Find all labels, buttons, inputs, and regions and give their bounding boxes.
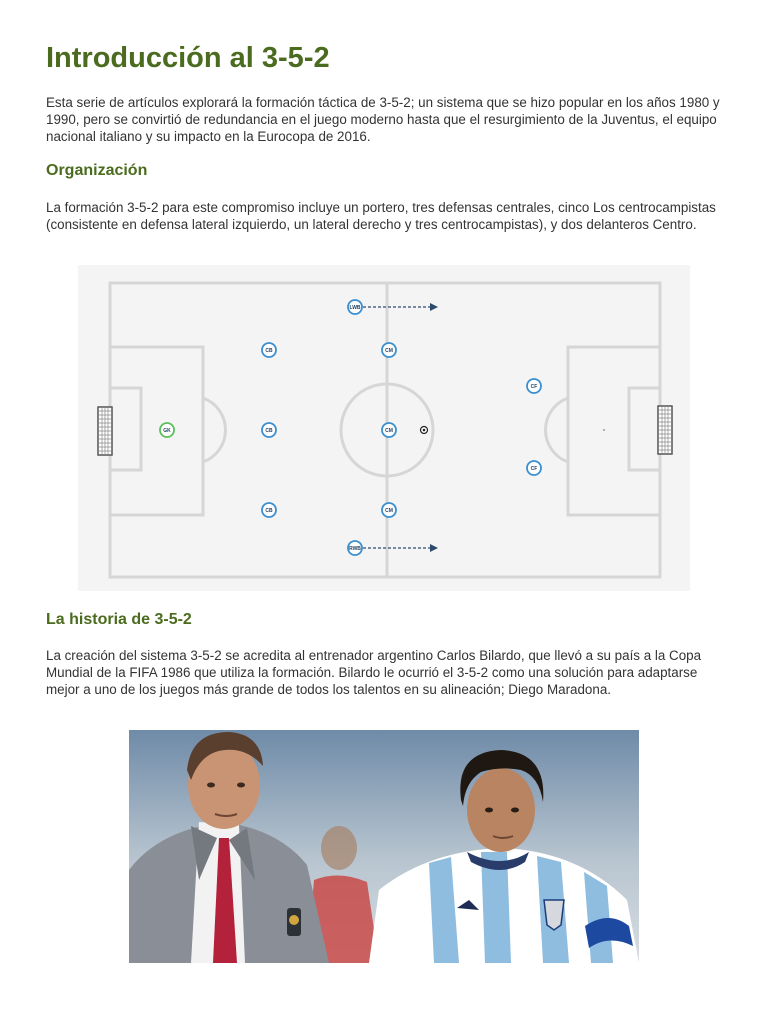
player-label: RWB (349, 545, 361, 552)
player-label: CB (265, 427, 273, 434)
right-penalty-box (568, 347, 660, 515)
intro-paragraph: Esta serie de artículos explorará la formación táctica de 3-5-2; un sistema que se hizo popular en los años 1980 y 1990, pero se convirtió de redundancia en el juego moderno hasta que el resurgimiento de la Juventus, el equipo nacional italiano y su impacto en la Eurocopa de 2016. (46, 95, 720, 144)
player-marker-cf-10 (527, 461, 541, 475)
player-label: GK (163, 427, 171, 434)
page-title: Introducción al 3-5-2 (46, 42, 330, 74)
player-label: CM (385, 427, 393, 434)
player-marker-cm-4 (382, 343, 396, 357)
player-label: CF (530, 465, 538, 472)
left-penalty-box (110, 347, 203, 515)
penalty-spot (603, 429, 605, 431)
historia-paragraph: La creación del sistema 3-5-2 se acredita al entrenador argentino Carlos Bilardo, que llevó a su país a la Copa Mundial de la FIFA 1986 que utiliza la formación. Bilardo le ocurrió el 3-5-2 como una solución para adaptarse mejor a uno de los juegos más grande de todos los talentos en su alineación; Diego Maradona. (46, 648, 702, 697)
player-label: CM (385, 507, 393, 514)
right-goal (658, 406, 672, 454)
player-label: CB (265, 347, 273, 354)
pitch-svg (78, 265, 690, 591)
player-label: CF (530, 383, 538, 390)
organizacion-paragraph: La formación 3-5-2 para este compromiso incluye un portero, tres defensas centrales, cinco Los centrocampistas (consistente en defensa lateral izquierdo, un lateral derecho y tres centrocampistas), y dos delanteros Centro. (46, 200, 716, 232)
left-goal-box (110, 388, 141, 470)
player-marker-lwb-7 (348, 300, 362, 314)
right-penalty-arc (545, 398, 568, 462)
left-goal (98, 407, 112, 455)
lwb-run-arrowhead (430, 303, 438, 311)
player-label: LWB (349, 304, 361, 311)
right-goal-box (629, 388, 660, 470)
left-penalty-arc (203, 398, 226, 462)
player-marker-rwb-8 (348, 541, 362, 555)
formation-diagram (78, 265, 690, 591)
player-marker-cf-9 (527, 379, 541, 393)
player-marker-cb-1 (262, 343, 276, 357)
player-markers (160, 300, 541, 555)
rwb-run-arrowhead (430, 544, 438, 552)
player-label: CB (265, 507, 273, 514)
player-marker-cm-5 (382, 423, 396, 437)
section-heading-organizacion: Organización (46, 162, 148, 179)
player-marker-cb-2 (262, 423, 276, 437)
player-label: CM (385, 347, 393, 354)
bilardo-maradona-photo (129, 730, 639, 963)
section-heading-historia: La historia de 3-5-2 (46, 611, 192, 628)
player-marker-cm-6 (382, 503, 396, 517)
player-marker-cb-3 (262, 503, 276, 517)
player-marker-gk-0 (160, 423, 174, 437)
ball-icon (421, 427, 428, 434)
